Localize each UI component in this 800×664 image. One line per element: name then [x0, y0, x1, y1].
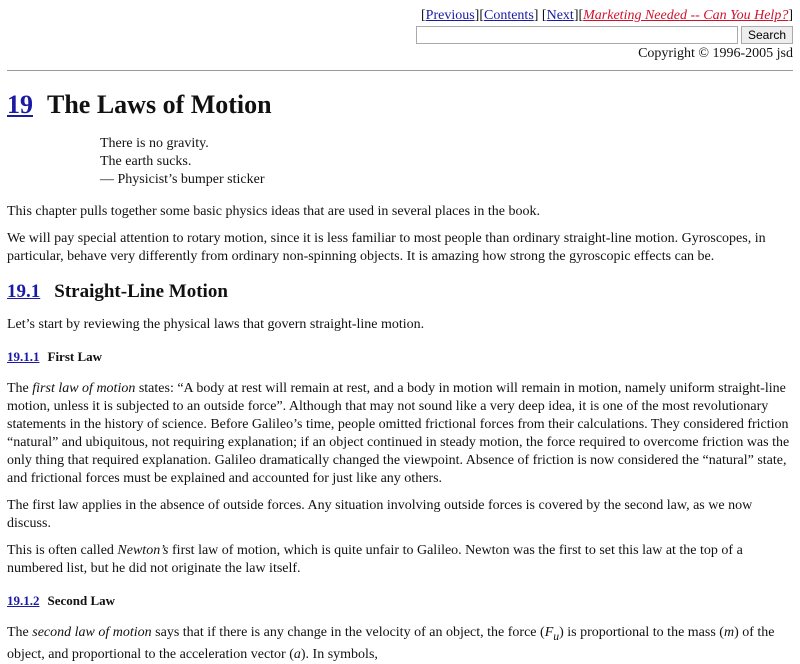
- paragraph: [7, 380, 793, 488]
- subsection-number-link[interactable]: 19.1.2: [7, 593, 40, 608]
- subsection-number-link[interactable]: 19.1.1: [7, 349, 40, 364]
- symbol: F: [544, 625, 554, 640]
- term: first law of motion: [32, 381, 136, 396]
- search-button[interactable]: Search: [741, 26, 793, 44]
- previous-link[interactable]: Previous: [425, 8, 475, 23]
- text: says that if there is any change in the velocity of an object, the force (: [151, 625, 545, 640]
- term: Newton’s: [117, 543, 169, 558]
- text: ). In symbols,: [300, 646, 378, 662]
- search-input[interactable]: [416, 26, 738, 44]
- chapter-title: The Laws of Motion: [47, 90, 272, 119]
- text: This is often called: [7, 543, 118, 558]
- paragraph: Let’s start by reviewing the physical laws that govern straight-line motion.: [7, 317, 425, 332]
- section-title: Straight-Line Motion: [54, 281, 228, 302]
- section-heading: [7, 280, 793, 304]
- top-navigation: [Previous][Contents] [Next][Marketing Needed -- Can You Help?]: [420, 8, 793, 23]
- paragraph: The first law applies in the absence of outside forces. Any situation involving outside forces is covered by the second law, as we now discuss.: [7, 498, 753, 531]
- subsection-title: First Law: [47, 349, 103, 364]
- chapter-number-link[interactable]: 19: [7, 90, 33, 119]
- paragraph: [7, 542, 793, 578]
- contents-link[interactable]: Contents: [483, 8, 534, 23]
- epigraph-attribution: — Physicist’s bumper sticker: [100, 172, 265, 187]
- paragraph: [7, 624, 793, 664]
- subsection-heading: [7, 348, 793, 366]
- text: The: [7, 381, 33, 396]
- paragraph: This chapter pulls together some basic physics ideas that are used in several places in the book.: [7, 204, 541, 219]
- symbol: a: [293, 646, 301, 662]
- epigraph-line: The earth sucks.: [100, 154, 192, 169]
- paragraph: We will pay special attention to rotary motion, since it is less familiar to most people than ordinary straight-line motion. Gyroscopes, in particular, behave very differently from ordinary non-spinning objects. It is amazing how strong the gyroscopic effects can be.: [7, 231, 766, 264]
- marketing-link[interactable]: Marketing Needed -- Can You Help?: [583, 8, 789, 23]
- term: second law of motion: [32, 625, 152, 640]
- divider: [7, 70, 793, 71]
- symbol: m: [723, 625, 735, 640]
- next-link[interactable]: Next: [546, 8, 574, 23]
- chapter-heading: [7, 89, 793, 121]
- text: first law of motion, which is quite unfair to Galileo. Newton was the first to set this law at the top of a numbered list, but he did not originate the law itself.: [7, 543, 743, 576]
- epigraph-line: There is no gravity.: [100, 136, 209, 151]
- subsection-heading: [7, 592, 793, 610]
- text: The: [7, 625, 33, 640]
- text: ) is proportional to the mass (: [559, 625, 724, 640]
- subsection-title: Second Law: [47, 593, 116, 608]
- epigraph: [100, 135, 793, 189]
- symbol-subscript: u: [553, 629, 560, 643]
- copyright: Copyright © 1996-2005 jsd: [638, 46, 793, 61]
- section-number-link[interactable]: 19.1: [7, 281, 41, 302]
- search-form: [7, 26, 793, 44]
- text: states: “A body at rest will remain at rest, and a body in motion will remain in motion, namely uniform straight-line motion, unless it is subjected to an outside force”. Although that may not sound like a very deep idea, it is one of the most revolutionary statements in the history of science. Before Galileo’s time, people omitted frictional forces from their calculations. They considered friction “natural” and ubiquitous, not requiring explanation; if an object continued in steady motion, the force required to overcome friction was the only thing that required explanation. Galileo dramatically changed the viewpoint. Absence of friction is now considered the “natural” state, and frictional forces must be explained and accounted for just like any others.: [7, 381, 790, 486]
- text: ) of the object, and proportional to the acceleration vector (: [7, 625, 775, 662]
